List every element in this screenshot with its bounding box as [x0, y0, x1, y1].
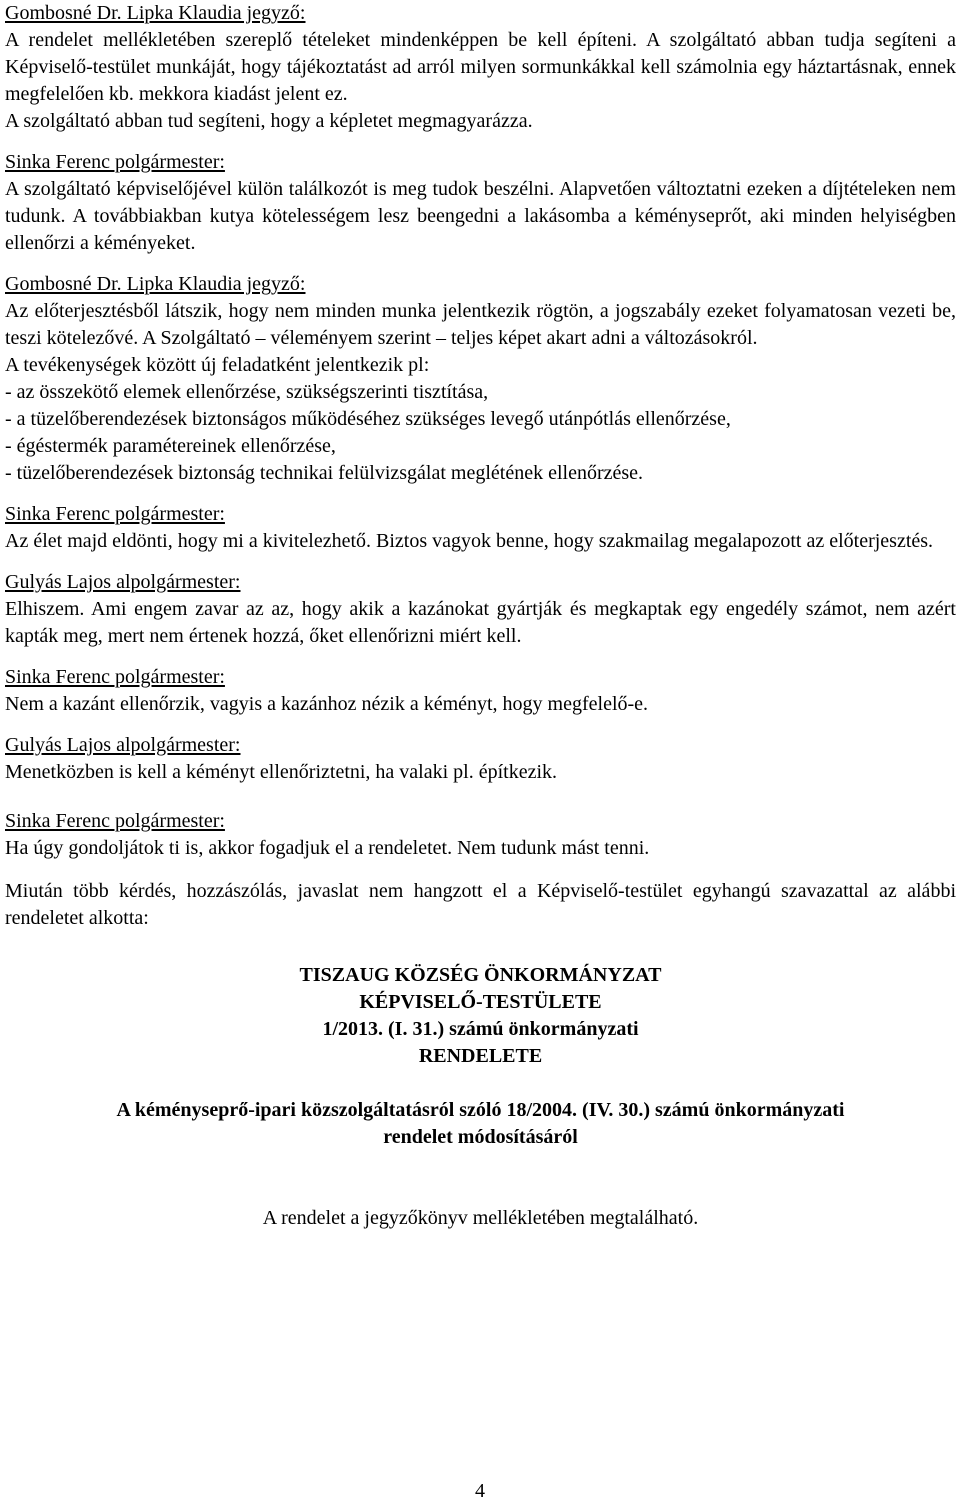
page-number: 4: [475, 1480, 485, 1502]
ordinance-title: [5, 962, 956, 1070]
decision-paragraph: Miután több kérdés, hozzászólás, javaslat nem hangzott el a Képviselő-testület egyhangú szavazattal az alábbi rendeletet alkotta:: [5, 880, 956, 929]
list-item: - a tüzelőberendezések biztonságos működéséhez szükséges levegő utánpótlás ellenőrzése,: [5, 408, 731, 430]
subtitle-line: A kéményseprő-ipari közszolgáltatásról szóló 18/2004. (IV. 30.) számú önkormányzati: [116, 1099, 845, 1121]
speaker-label: Sinka Ferenc polgármester:: [5, 503, 225, 525]
speech-block: [5, 149, 956, 257]
speaker-label: Sinka Ferenc polgármester:: [5, 810, 225, 832]
speaker-label: Gombosné Dr. Lipka Klaudia jegyző:: [5, 2, 306, 24]
speaker-label: Gombosné Dr. Lipka Klaudia jegyző:: [5, 273, 306, 295]
speech-block: [5, 501, 956, 555]
title-line: TISZAUG KÖZSÉG ÖNKORMÁNYZAT: [299, 964, 662, 986]
speech-block: [5, 271, 956, 487]
list-item: - tüzelőberendezések biztonság technikai felülvizsgálat meglétének ellenőrzése.: [5, 462, 644, 484]
annex-note: A rendelet a jegyzőkönyv mellékletében megtalálható.: [262, 1207, 699, 1229]
ordinance-subtitle: [5, 1097, 956, 1151]
speech-paragraph: Ha úgy gondoljátok ti is, akkor fogadjuk el a rendeletet. Nem tudunk mást tenni.: [5, 837, 650, 859]
speech-block: [5, 569, 956, 650]
speaker-label: Sinka Ferenc polgármester:: [5, 151, 225, 173]
list-item: - égéstermék paramétereinek ellenőrzése,: [5, 435, 336, 457]
speech-block: [5, 664, 956, 718]
speech-paragraph: Az élet majd eldönti, hogy mi a kivitelezhető. Biztos vagyok benne, hogy szakmailag megalapozott az előterjesztés.: [5, 530, 934, 552]
speech-block: [5, 0, 956, 135]
speech-paragraph: A szolgáltató képviselőjével külön találkozót is meg tudok beszélni. Alapvetően változtatni ezeken a díjtételeken nem tudunk. A továbbiakban kutya kötelességem lesz beengedni a lakásomba a kéményseprőt, aki minden helyiségben ellenőrzi a kéményeket.: [5, 178, 956, 254]
speech-paragraph: A rendelet mellékletében szereplő tételeket mindenképpen be kell építeni. A szolgáltató abban tudja segíteni a Képviselő-testület munkáját, hogy tájékoztatást ad arról milyen sormunkákkal kell számolnia egy háztartásnak, ennek megfelelően kb. mekkora kiadást jelent ez.: [5, 29, 956, 105]
list-item: - az összekötő elemek ellenőrzése, szükségszerinti tisztítása,: [5, 381, 489, 403]
speech-paragraph: A szolgáltató abban tud segíteni, hogy a képletet megmagyarázza.: [5, 110, 533, 132]
speech-paragraph: A tevékenységek között új feladatként jelentkezik pl:: [5, 354, 430, 376]
title-line: 1/2013. (I. 31.) számú önkormányzati: [322, 1018, 639, 1040]
speaker-label: Gulyás Lajos alpolgármester:: [5, 734, 241, 756]
speech-block: [5, 732, 956, 786]
speech-paragraph: Az előterjesztésből látszik, hogy nem minden munka jelentkezik rögtön, a jogszabály ezeket folyamatosan vezeti be, teszi kötelezővé. A Szolgáltató – véleményem szerint – teljes képet akart adni a változásokról.: [5, 300, 956, 349]
speaker-label: Sinka Ferenc polgármester:: [5, 666, 225, 688]
speech-paragraph: Nem a kazánt ellenőrzik, vagyis a kazánhoz nézik a kéményt, hogy megfelelő-e.: [5, 693, 649, 715]
speaker-label: Gulyás Lajos alpolgármester:: [5, 571, 241, 593]
title-line: KÉPVISELŐ-TESTÜLETE: [359, 991, 602, 1013]
speech-paragraph: Menetközben is kell a kéményt ellenőriztetni, ha valaki pl. építkezik.: [5, 761, 558, 783]
title-line: RENDELETE: [418, 1045, 543, 1067]
speech-block: [5, 808, 956, 862]
speech-paragraph: Elhiszem. Ami engem zavar az az, hogy akik a kazánokat gyártják és megkaptak egy engedély számot, nem azért kapták meg, mert nem értenek hozzá, őket ellenőrizni miért kell.: [5, 598, 956, 647]
subtitle-line: rendelet módosításáról: [383, 1126, 578, 1148]
